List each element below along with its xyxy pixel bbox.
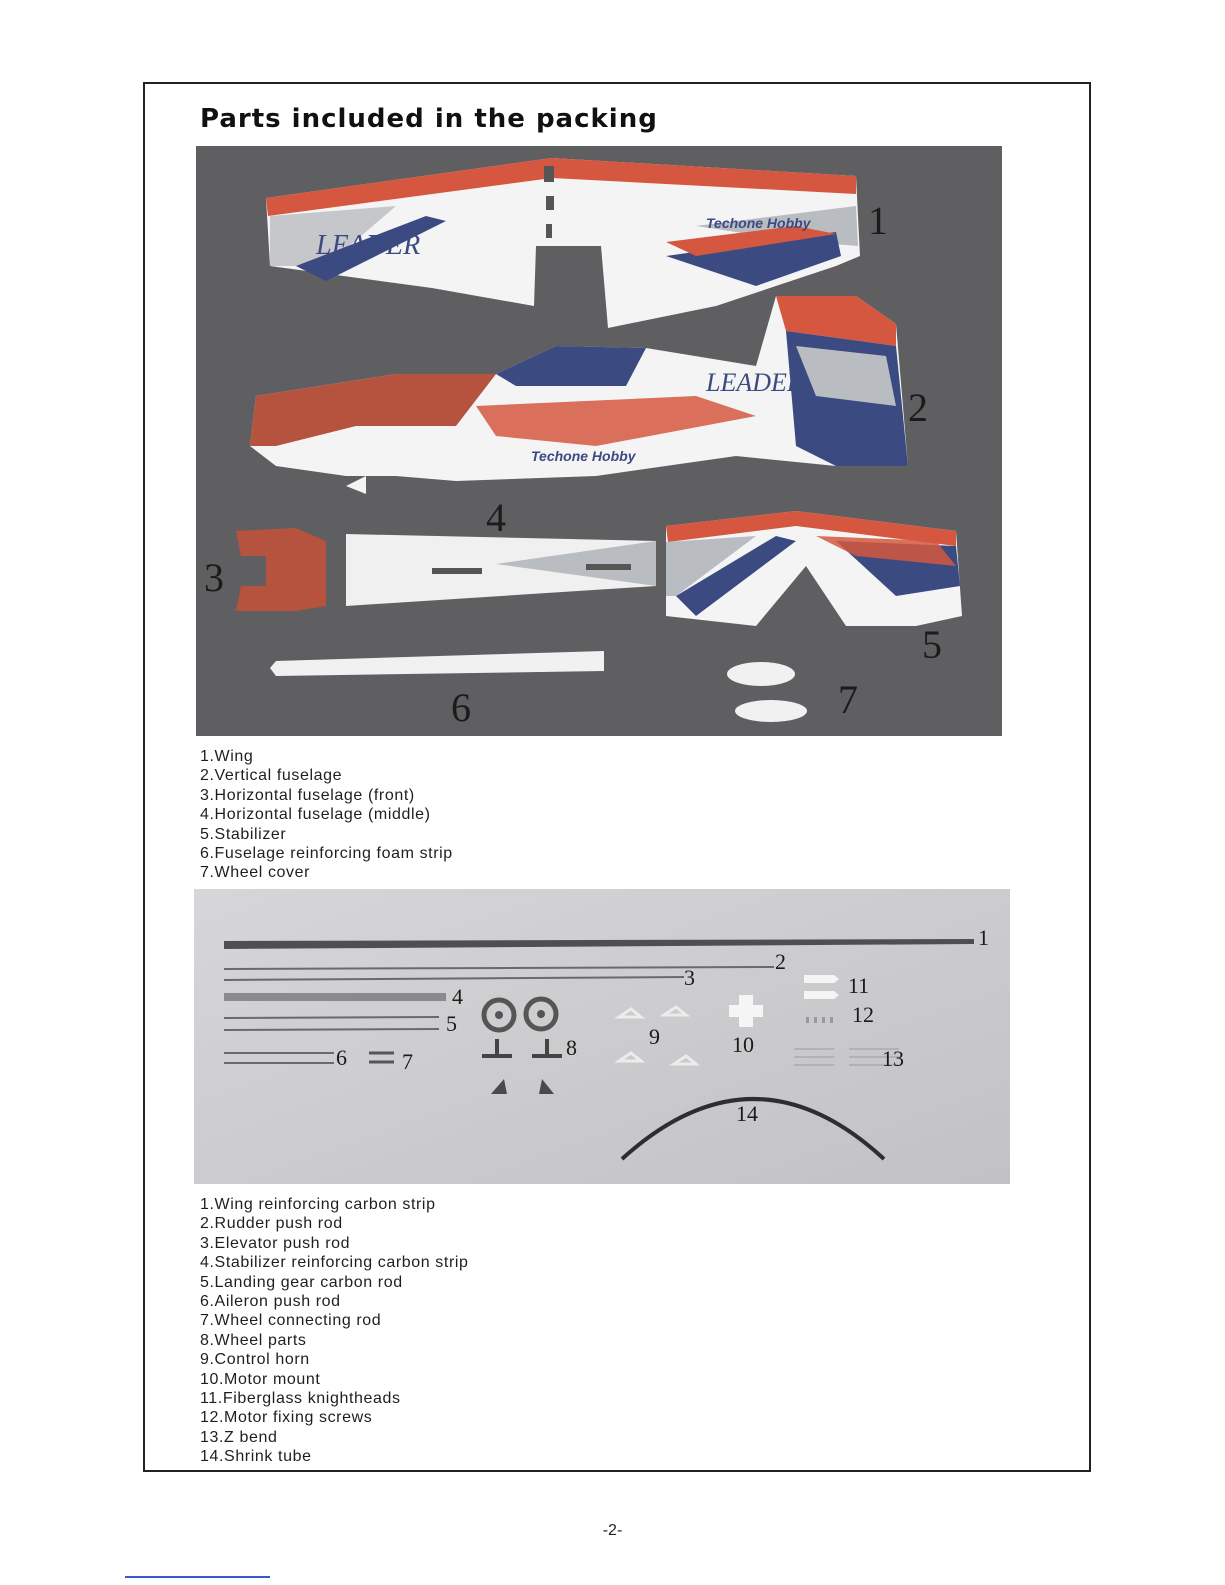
page-number: -2-: [602, 1522, 623, 1539]
list-item: 1.Wing reinforcing carbon strip: [200, 1196, 436, 1213]
part-label: 3: [684, 965, 695, 990]
brand-logo-fuselage: Techone Hobby: [531, 448, 636, 464]
part-label: 5: [446, 1011, 457, 1036]
part-label: 2: [775, 949, 786, 974]
foam-parts-photo: [196, 146, 1002, 736]
list-item: 6.Fuselage reinforcing foam strip: [200, 845, 453, 863]
list-item: 11.Fiberglass knightheads: [200, 1390, 401, 1408]
list-item: 14.Shrink tube: [200, 1448, 312, 1466]
part-label: 1: [978, 925, 989, 950]
wheel-cover-part: [727, 662, 795, 686]
part-label: 11: [848, 973, 870, 998]
foam-parts-list: [200, 747, 453, 883]
stabilizer-carbon-strip: [224, 993, 446, 1001]
part-label: 12: [852, 1002, 874, 1027]
wheel-cover-part: [735, 700, 807, 722]
leader-logo-wing: LEADER: [316, 230, 421, 261]
part-label: 7: [838, 677, 858, 722]
part-label: 8: [566, 1035, 577, 1060]
list-item: 2.Vertical fuselage: [200, 767, 343, 785]
list-item: 2.Rudder push rod: [200, 1215, 343, 1233]
content-frame: [143, 82, 1091, 1472]
hardware-parts-list: [200, 1195, 469, 1467]
part-label: 4: [486, 495, 506, 540]
hardware-parts-photo: [194, 889, 1010, 1184]
part-label: 10: [732, 1032, 754, 1057]
landing-gear-rod: [224, 1017, 439, 1018]
list-item: 1.Wing: [200, 748, 254, 765]
part-label: 9: [649, 1024, 660, 1049]
brand-logo-wing: Techone Hobby: [706, 215, 811, 231]
list-item: 9.Control horn: [200, 1351, 310, 1369]
part-label: 4: [452, 984, 463, 1009]
page-title: Parts included in the packing: [200, 104, 658, 134]
list-item: 3.Horizontal fuselage (front): [200, 786, 415, 804]
list-item: 8.Wheel parts: [200, 1331, 307, 1349]
list-item: 4.Horizontal fuselage (middle): [200, 806, 431, 824]
part-label: 7: [402, 1049, 413, 1074]
part-label: 14: [736, 1101, 758, 1126]
list-item: 12.Motor fixing screws: [200, 1409, 373, 1427]
list-item: 5.Stabilizer: [200, 825, 287, 843]
list-item: 7.Wheel cover: [200, 864, 311, 882]
part-label: 6: [336, 1045, 347, 1070]
list-item: 4.Stabilizer reinforcing carbon strip: [200, 1254, 469, 1272]
list-item: 3.Elevator push rod: [200, 1234, 351, 1252]
list-item: 6.Aileron push rod: [200, 1293, 341, 1311]
part-label: 6: [451, 685, 471, 730]
part-label: 1: [868, 198, 888, 243]
leader-logo-fuselage: LEADER: [706, 368, 803, 397]
footer-rule: [125, 1576, 270, 1578]
part-label: 13: [882, 1046, 904, 1071]
part-label: 3: [204, 555, 224, 600]
list-item: 5.Landing gear carbon rod: [200, 1273, 403, 1291]
landing-gear-rod: [224, 1029, 439, 1030]
list-item: 7.Wheel connecting rod: [200, 1312, 382, 1330]
part-label: 5: [922, 622, 942, 667]
list-item: 13.Z bend: [200, 1428, 278, 1446]
part-label: 2: [908, 385, 928, 430]
list-item: 10.Motor mount: [200, 1370, 321, 1388]
